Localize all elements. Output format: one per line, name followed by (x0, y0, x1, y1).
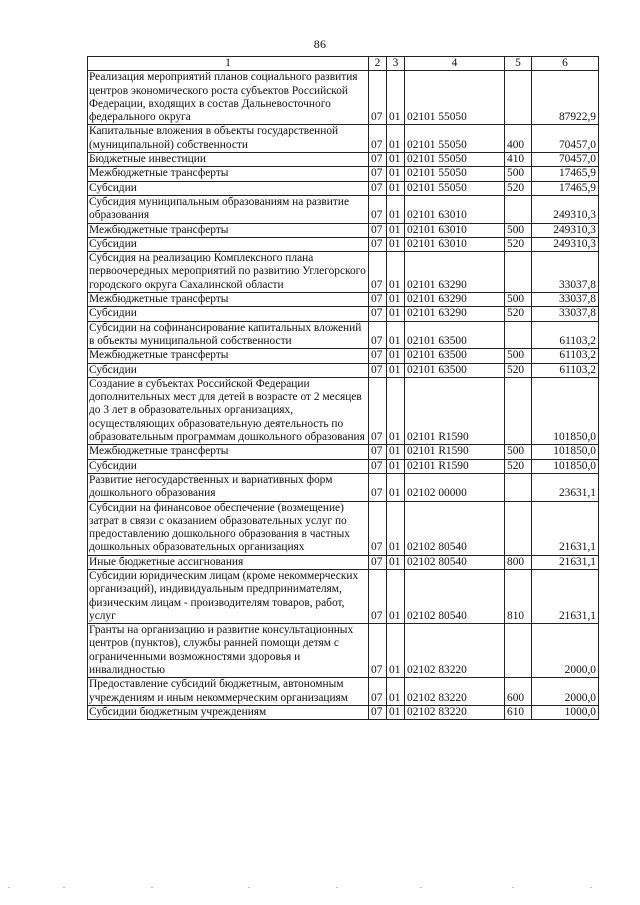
table-row (88, 569, 599, 623)
row-c2-cell: 07 (369, 125, 387, 153)
row-name-cell: Субсидии на софинансирование капитальных вложений в объекты муниципальной собственности (88, 321, 369, 349)
row-c5-cell: 610 (505, 705, 532, 719)
page-number: 86 (313, 37, 327, 51)
row-c6-cell: 61103,2 (532, 321, 599, 349)
row-name-cell: Иные бюджетные ассигнования (88, 555, 369, 569)
row-name-cell: Субсидии на финансовое обеспечение (возмещение) затрат в связи с оказанием образовательных услуг по предоставлению дошкольного образования в частных дошкольных образовательных организациях (88, 501, 369, 555)
row-name-cell: Субсидии (88, 307, 369, 321)
row-c4-cell: 02101 55050 (405, 71, 505, 125)
row-c2-cell: 07 (369, 71, 387, 125)
row-c2-cell: 07 (369, 624, 387, 678)
header-cell: 2 (369, 57, 387, 71)
row-c3-cell: 01 (387, 307, 405, 321)
row-name-cell: Создание в субъектах Российской Федерации дополнительных мест для детей в возрасте от 2 месяцев до 3 лет в образовательных организациях, осуществляющих образовательную деятельность по образовательным программам дошкольного образования (88, 377, 369, 444)
row-c2-cell: 07 (369, 153, 387, 167)
row-c5-cell: 800 (505, 555, 532, 569)
row-c2-cell: 07 (369, 307, 387, 321)
row-name-cell: Реализация мероприятий планов социального развития центров экономического роста субъектов Российской Федерации, входящих в состав Дальневосточного федерального округа (88, 71, 369, 125)
row-name-cell: Гранты на организацию и развитие консультационных центров (пунктов), службы ранней помощи детям с ограниченными возможностями здоровья и инвалидностью (88, 624, 369, 678)
row-c4-cell: 02101 63500 (405, 349, 505, 363)
row-c6-cell: 101850,0 (532, 445, 599, 459)
table-row (88, 195, 599, 223)
row-c6-cell: 61103,2 (532, 349, 599, 363)
row-c3-cell: 01 (387, 501, 405, 555)
row-c5-cell: 810 (505, 569, 532, 623)
row-c4-cell: 02102 80540 (405, 569, 505, 623)
header-cell: 3 (387, 57, 405, 71)
row-c3-cell: 01 (387, 473, 405, 501)
row-c3-cell: 01 (387, 125, 405, 153)
row-c3-cell: 01 (387, 167, 405, 181)
row-c5-cell (505, 501, 532, 555)
row-c6-cell: 17465,9 (532, 167, 599, 181)
row-c5-cell (505, 252, 532, 293)
table-row (88, 71, 599, 125)
row-name-cell: Развитие негосударственных и вариативных форм дошкольного образования (88, 473, 369, 501)
row-c4-cell: 02101 55050 (405, 167, 505, 181)
row-c3-cell: 01 (387, 181, 405, 195)
row-c5-cell (505, 624, 532, 678)
row-c3-cell: 01 (387, 223, 405, 237)
row-c6-cell: 23631,1 (532, 473, 599, 501)
table-row (88, 153, 599, 167)
row-c4-cell: 02101 63010 (405, 195, 505, 223)
row-c4-cell: 02102 80540 (405, 501, 505, 555)
row-c5-cell: 520 (505, 237, 532, 251)
row-c2-cell: 07 (369, 167, 387, 181)
row-c3-cell: 01 (387, 349, 405, 363)
table-row (88, 445, 599, 459)
table-row (88, 223, 599, 237)
row-name-cell: Межбюджетные трансферты (88, 167, 369, 181)
row-c3-cell: 01 (387, 678, 405, 706)
row-c5-cell: 500 (505, 223, 532, 237)
table-row (88, 349, 599, 363)
row-c6-cell: 61103,2 (532, 363, 599, 377)
row-c3-cell: 01 (387, 195, 405, 223)
row-name-cell: Бюджетные инвестиции (88, 153, 369, 167)
row-c5-cell: 520 (505, 363, 532, 377)
row-c4-cell: 02101 63010 (405, 223, 505, 237)
row-c5-cell: 520 (505, 459, 532, 473)
row-name-cell: Субсидии (88, 237, 369, 251)
row-c3-cell: 01 (387, 252, 405, 293)
row-c6-cell: 70457,0 (532, 125, 599, 153)
row-name-cell: Субсидии (88, 181, 369, 195)
row-name-cell: Межбюджетные трансферты (88, 445, 369, 459)
row-c5-cell: 500 (505, 167, 532, 181)
row-c3-cell: 01 (387, 624, 405, 678)
table-row (88, 293, 599, 307)
table-row (88, 237, 599, 251)
row-c4-cell: 02101 63500 (405, 363, 505, 377)
budget-table (87, 56, 599, 720)
row-name-cell: Субсидия муниципальным образованиям на развитие образования (88, 195, 369, 223)
table-row (88, 473, 599, 501)
row-name-cell: Межбюджетные трансферты (88, 349, 369, 363)
row-c6-cell: 21631,1 (532, 501, 599, 555)
row-c2-cell: 07 (369, 473, 387, 501)
row-c4-cell: 02101 63290 (405, 293, 505, 307)
row-c3-cell: 01 (387, 445, 405, 459)
table-row (88, 125, 599, 153)
table-row (88, 705, 599, 719)
table-row (88, 678, 599, 706)
row-c2-cell: 07 (369, 678, 387, 706)
row-c3-cell: 01 (387, 153, 405, 167)
row-c4-cell: 02101 R1590 (405, 377, 505, 444)
row-c5-cell: 500 (505, 445, 532, 459)
row-c5-cell (505, 71, 532, 125)
row-c6-cell: 33037,8 (532, 307, 599, 321)
row-c6-cell: 21631,1 (532, 555, 599, 569)
row-c5-cell: 520 (505, 181, 532, 195)
row-c3-cell: 01 (387, 377, 405, 444)
row-name-cell: Субсидии (88, 363, 369, 377)
row-name-cell: Субсидии юридическим лицам (кроме некоммерческих организаций), индивидуальным предпринимателям, физическим лицам - производителям товаров, работ, услуг (88, 569, 369, 623)
row-c6-cell: 33037,8 (532, 252, 599, 293)
header-cell: 6 (532, 57, 599, 71)
table-row (88, 501, 599, 555)
table-row (88, 252, 599, 293)
table-row (88, 459, 599, 473)
row-c6-cell: 101850,0 (532, 377, 599, 444)
row-c4-cell: 02102 00000 (405, 473, 505, 501)
row-c3-cell: 01 (387, 363, 405, 377)
row-c2-cell: 07 (369, 569, 387, 623)
row-c3-cell: 01 (387, 555, 405, 569)
row-c5-cell (505, 195, 532, 223)
table-row (88, 307, 599, 321)
row-c2-cell: 07 (369, 181, 387, 195)
table-row (88, 321, 599, 349)
row-c4-cell: 02101 R1590 (405, 445, 505, 459)
table-row (88, 377, 599, 444)
row-c2-cell: 07 (369, 195, 387, 223)
row-c2-cell: 07 (369, 501, 387, 555)
row-name-cell: Субсидии бюджетным учреждениям (88, 705, 369, 719)
row-c3-cell: 01 (387, 293, 405, 307)
row-name-cell: Субсидии (88, 459, 369, 473)
row-c5-cell: 400 (505, 125, 532, 153)
row-c2-cell: 07 (369, 377, 387, 444)
header-cell: 5 (505, 57, 532, 71)
scan-artifact (0, 887, 640, 891)
row-c5-cell (505, 377, 532, 444)
header-cell: 4 (405, 57, 505, 71)
row-name-cell: Предоставление субсидий бюджетным, автономным учреждениям и иным некоммерческим организациям (88, 678, 369, 706)
row-c5-cell: 500 (505, 293, 532, 307)
row-c4-cell: 02102 83220 (405, 624, 505, 678)
row-c6-cell: 33037,8 (532, 293, 599, 307)
row-c3-cell: 01 (387, 459, 405, 473)
row-c6-cell: 249310,3 (532, 195, 599, 223)
row-c6-cell: 2000,0 (532, 624, 599, 678)
row-c2-cell: 07 (369, 363, 387, 377)
row-c3-cell: 01 (387, 705, 405, 719)
row-c6-cell: 70457,0 (532, 153, 599, 167)
row-c4-cell: 02101 R1590 (405, 459, 505, 473)
row-c4-cell: 02102 83220 (405, 705, 505, 719)
row-c6-cell: 17465,9 (532, 181, 599, 195)
row-c2-cell: 07 (369, 321, 387, 349)
row-c4-cell: 02102 80540 (405, 555, 505, 569)
row-c2-cell: 07 (369, 445, 387, 459)
row-name-cell: Капитальные вложения в объекты государственной (муниципальной) собственности (88, 125, 369, 153)
row-c3-cell: 01 (387, 71, 405, 125)
row-c4-cell: 02101 63500 (405, 321, 505, 349)
row-c6-cell: 2000,0 (532, 678, 599, 706)
table-row (88, 181, 599, 195)
row-name-cell: Межбюджетные трансферты (88, 293, 369, 307)
row-c6-cell: 1000,0 (532, 705, 599, 719)
row-c2-cell: 07 (369, 459, 387, 473)
row-c5-cell (505, 473, 532, 501)
row-c2-cell: 07 (369, 705, 387, 719)
row-c2-cell: 07 (369, 555, 387, 569)
row-c4-cell: 02102 83220 (405, 678, 505, 706)
row-c6-cell: 21631,1 (532, 569, 599, 623)
table-row (88, 624, 599, 678)
row-name-cell: Межбюджетные трансферты (88, 223, 369, 237)
header-row (88, 57, 599, 71)
row-c5-cell: 600 (505, 678, 532, 706)
row-name-cell: Субсидия на реализацию Комплексного плана первоочередных мероприятий по развитию Углегорского городского округа Сахалинской области (88, 252, 369, 293)
row-c4-cell: 02101 55050 (405, 125, 505, 153)
row-c5-cell: 500 (505, 349, 532, 363)
row-c5-cell (505, 321, 532, 349)
row-c6-cell: 249310,3 (532, 237, 599, 251)
row-c5-cell: 520 (505, 307, 532, 321)
header-cell: 1 (88, 57, 369, 71)
row-c2-cell: 07 (369, 252, 387, 293)
table-row (88, 363, 599, 377)
row-c2-cell: 07 (369, 223, 387, 237)
row-c2-cell: 07 (369, 237, 387, 251)
row-c2-cell: 07 (369, 349, 387, 363)
row-c3-cell: 01 (387, 237, 405, 251)
table-row (88, 167, 599, 181)
row-c6-cell: 249310,3 (532, 223, 599, 237)
row-c4-cell: 02101 63290 (405, 252, 505, 293)
row-c5-cell: 410 (505, 153, 532, 167)
row-c4-cell: 02101 63290 (405, 307, 505, 321)
row-c3-cell: 01 (387, 569, 405, 623)
row-c6-cell: 87922,9 (532, 71, 599, 125)
row-c2-cell: 07 (369, 293, 387, 307)
row-c3-cell: 01 (387, 321, 405, 349)
row-c4-cell: 02101 55050 (405, 181, 505, 195)
table-row (88, 555, 599, 569)
row-c4-cell: 02101 55050 (405, 153, 505, 167)
row-c6-cell: 101850,0 (532, 459, 599, 473)
row-c4-cell: 02101 63010 (405, 237, 505, 251)
